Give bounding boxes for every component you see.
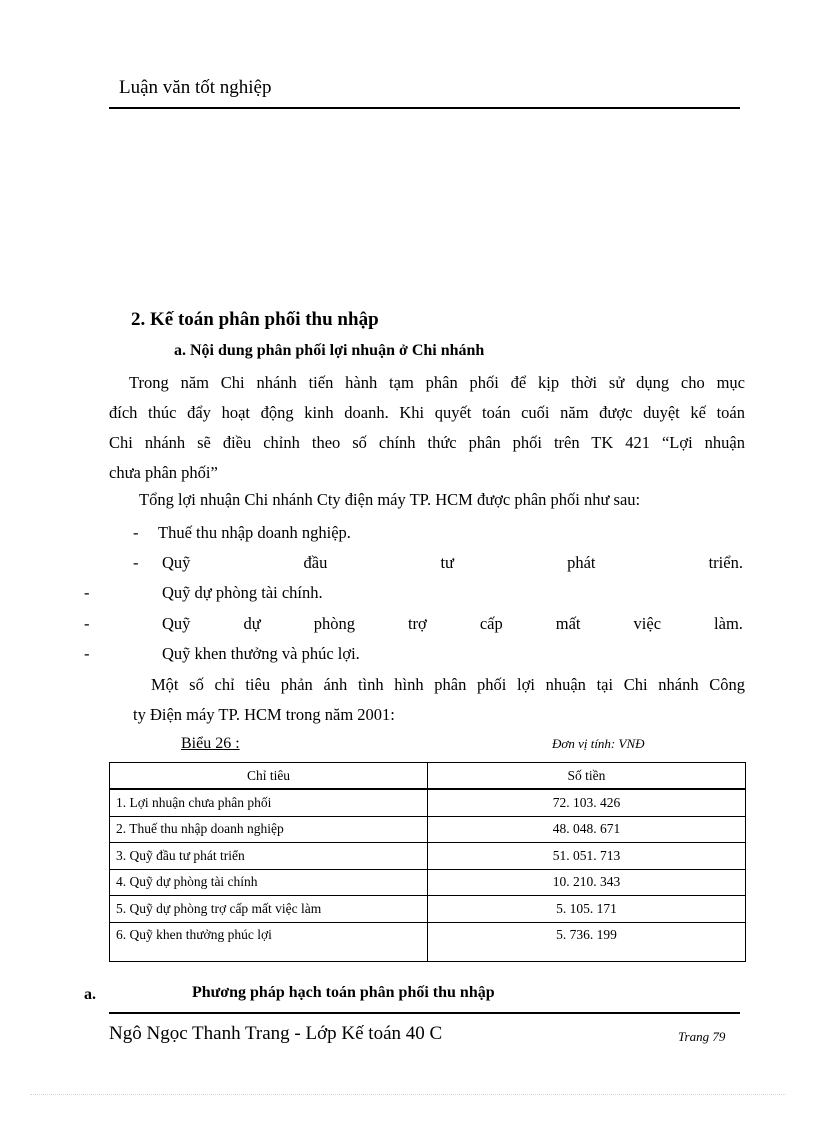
- paragraph-2: Tổng lợi nhuận Chi nhánh Cty điện máy TP. HCM được phân phối như sau:: [139, 490, 641, 509]
- page-header-title: Luận văn tốt nghiệp: [119, 77, 272, 98]
- table-cell-label: 5. Quỹ dự phòng trợ cấp mất việc làm: [110, 896, 428, 923]
- bullet-word: Quỹ: [162, 614, 191, 633]
- footer-author: Ngô Ngọc Thanh Trang - Lớp Kế toán 40 C: [109, 1023, 443, 1044]
- subsection-b-marker: a.: [84, 986, 96, 1003]
- table-header-row: [110, 763, 746, 790]
- table-row: [110, 896, 746, 923]
- table-row: [110, 816, 746, 843]
- bullet-word: triển.: [708, 553, 743, 572]
- table-cell-amount: 48. 048. 671: [428, 816, 746, 843]
- paragraph-3: [109, 670, 745, 730]
- subsection-a-title: a. Nội dung phân phối lợi nhuận ở Chi nhánh: [174, 342, 485, 359]
- bullet-dash: -: [133, 523, 139, 542]
- paragraph-3-line: ty Điện máy TP. HCM trong năm 2001:: [133, 705, 395, 724]
- table-cell-amount: 72. 103. 426: [428, 789, 746, 816]
- table-caption: Biểu 26 :: [181, 735, 240, 752]
- paragraph-3-line: Một số chỉ tiêu phản ánh tình hình phân phối lợi nhuận tại Chi nhánh Công: [151, 675, 745, 694]
- table-cell-label: 3. Quỹ đầu tư phát triển: [110, 843, 428, 870]
- bullet-word: trợ: [407, 614, 427, 633]
- table-cell-amount: 51. 051. 713: [428, 843, 746, 870]
- bullet-text: Thuế thu nhập doanh nghiệp.: [158, 523, 351, 542]
- paragraph-1: [109, 368, 745, 488]
- paragraph-1-line: Chi nhánh sẽ điều chỉnh theo số chính thức phân phối trên TK 421 “Lợi nhuận: [109, 433, 745, 452]
- table-row: [110, 789, 746, 816]
- bullet-text: [162, 614, 743, 634]
- distribution-table: [109, 762, 746, 962]
- table-cell-label: 1. Lợi nhuận chưa phân phối: [110, 789, 428, 816]
- bullet-text: [162, 553, 743, 573]
- bullet-word: mất: [555, 614, 581, 633]
- table-row: [110, 922, 746, 961]
- footer-divider: [109, 1012, 740, 1014]
- bullet-word: việc: [633, 614, 662, 633]
- table-cell-label: 2. Thuế thu nhập doanh nghiệp: [110, 816, 428, 843]
- bullet-dash: -: [84, 644, 90, 663]
- bullet-word: cấp: [479, 614, 503, 633]
- page-bottom-border: [30, 1094, 786, 1095]
- bullet-word: phòng: [313, 614, 355, 633]
- bullet-dash: -: [84, 583, 90, 602]
- bullet-dash: -: [133, 553, 139, 572]
- table-cell-amount: 5. 736. 199: [428, 922, 746, 961]
- table-row: [110, 869, 746, 896]
- bullet-text: Quỹ khen thưởng và phúc lợi.: [162, 644, 360, 663]
- unit-note: Đơn vị tính: VNĐ: [552, 736, 645, 751]
- table-cell-label: 6. Quỹ khen thưởng phúc lợi: [110, 922, 428, 961]
- paragraph-1-line: chưa phân phối”: [109, 463, 218, 482]
- table-cell-label: 4. Quỹ dự phòng tài chính: [110, 869, 428, 896]
- table-row: [110, 843, 746, 870]
- table-header-cell: Số tiền: [428, 763, 746, 790]
- bullet-word: tư: [440, 553, 454, 572]
- bullet-word: dự: [243, 614, 261, 633]
- bullet-word: làm.: [714, 614, 743, 633]
- bullet-word: phát: [567, 553, 596, 572]
- paragraph-1-line: Trong năm Chi nhánh tiến hành tạm phân phối để kịp thời sử dụng cho mục: [129, 373, 745, 392]
- section-title: 2. Kế toán phân phối thu nhập: [131, 309, 379, 330]
- bullet-word: đầu: [303, 553, 328, 572]
- bullet-text: Quỹ dự phòng tài chính.: [162, 583, 323, 602]
- table-cell-amount: 5. 105. 171: [428, 896, 746, 923]
- table-header-cell: Chỉ tiêu: [110, 763, 428, 790]
- paragraph-1-line: đích thúc đẩy hoạt động kinh doanh. Khi quyết toán cuối năm được duyệt kế toán: [109, 403, 745, 422]
- bullet-dash: -: [84, 614, 90, 633]
- bullet-word: Quỹ: [162, 553, 191, 572]
- header-divider: [109, 107, 740, 109]
- subsection-b-title: Phương pháp hạch toán phân phối thu nhập: [192, 984, 495, 1001]
- table-cell-amount: 10. 210. 343: [428, 869, 746, 896]
- page-number: Trang 79: [678, 1029, 726, 1044]
